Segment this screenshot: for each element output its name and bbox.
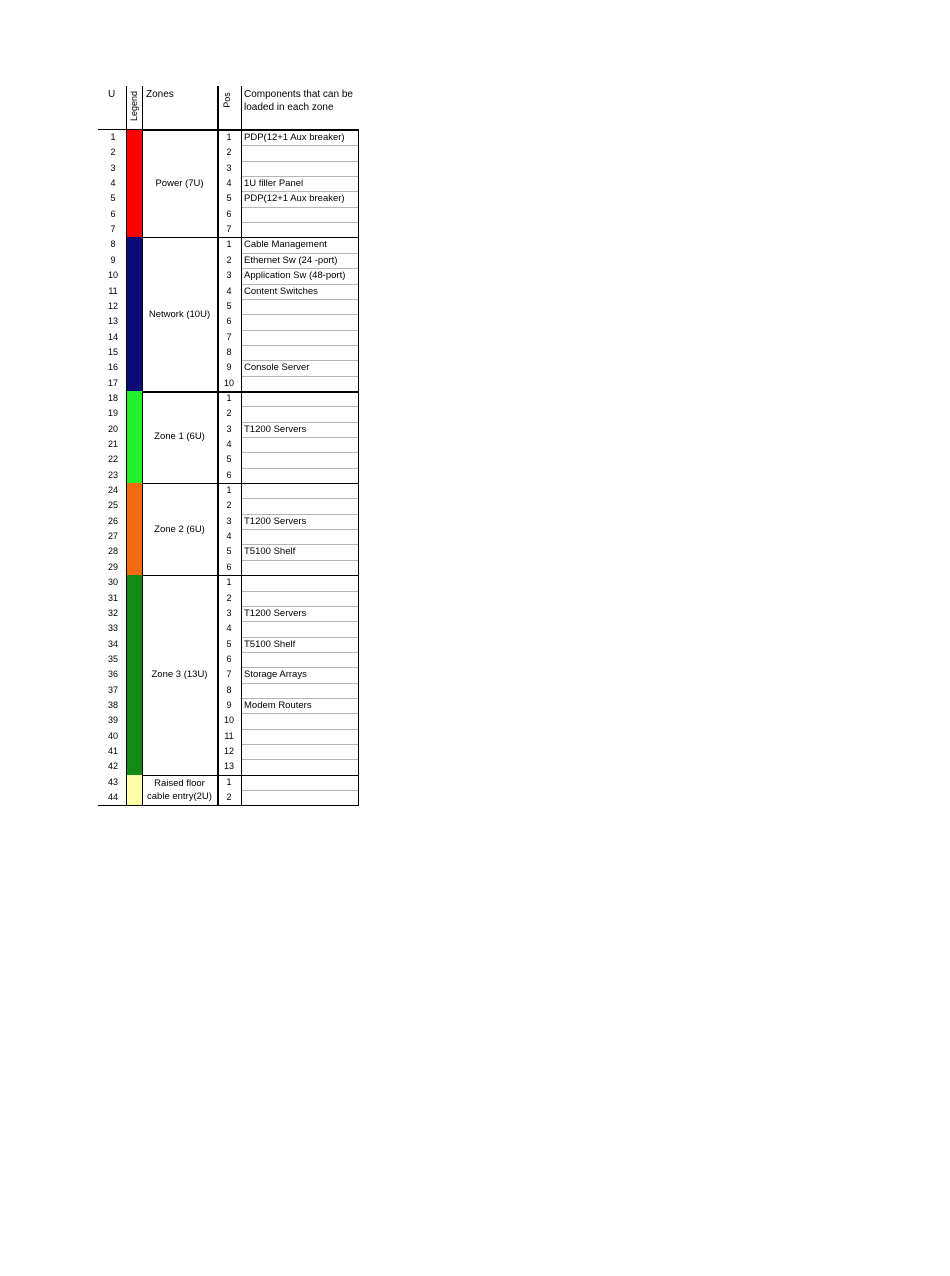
row-divider <box>241 268 359 269</box>
position-number: 8 <box>226 684 232 695</box>
position-number: 7 <box>226 224 232 235</box>
position-number: 2 <box>226 408 232 419</box>
position-number: 1 <box>226 577 232 588</box>
u-number: 41 <box>107 746 118 756</box>
row-divider <box>241 759 359 760</box>
row-divider <box>241 637 359 638</box>
position-number: 2 <box>226 254 232 265</box>
u-number: 12 <box>107 300 118 311</box>
u-number: 11 <box>108 285 118 296</box>
rack-layout-table <box>98 86 359 806</box>
u-number: 14 <box>107 331 118 342</box>
u-number: 44 <box>107 792 118 803</box>
component-label: Console Server <box>244 362 310 374</box>
u-number: 16 <box>107 362 118 373</box>
u-number: 29 <box>107 561 118 572</box>
position-number: 12 <box>223 746 234 756</box>
position-number: 6 <box>226 561 232 572</box>
row-divider <box>241 345 359 346</box>
component-label: PDP(12+1 Aux breaker) <box>244 193 345 205</box>
position-number: 10 <box>223 377 234 388</box>
u-number: 19 <box>107 408 118 419</box>
u-number: 2 <box>110 147 116 158</box>
row-divider <box>241 161 359 162</box>
u-number: 13 <box>107 316 118 327</box>
position-number: 3 <box>226 270 232 281</box>
row-divider <box>241 360 359 361</box>
position-number: 4 <box>226 178 232 189</box>
u-number: 23 <box>107 469 118 480</box>
zones-right-border <box>217 86 219 805</box>
row-divider <box>241 145 359 146</box>
u-number: 42 <box>107 761 118 772</box>
zone-label: Zone 2 (6U) <box>154 523 205 535</box>
u-number: 7 <box>110 224 116 235</box>
zone-separator <box>142 391 359 393</box>
component-label: PDP(12+1 Aux breaker) <box>244 132 345 143</box>
position-number: 3 <box>226 515 232 526</box>
component-label: Ethernet Sw (24 -port) <box>244 254 338 266</box>
u-number: 36 <box>107 669 118 680</box>
component-label: T1200 Servers <box>244 607 307 619</box>
header-u: U <box>108 89 116 100</box>
zone-label: Zone 1 (6U) <box>154 431 205 443</box>
u-number: 3 <box>110 162 116 173</box>
row-divider <box>241 621 359 622</box>
header-components: Components that can be loaded in each zone <box>244 89 353 113</box>
row-divider <box>241 744 359 745</box>
row-divider <box>241 176 359 177</box>
position-number: 9 <box>226 362 232 373</box>
row-divider <box>241 729 359 730</box>
u-number: 32 <box>107 607 118 618</box>
header-zones: Zones <box>146 89 174 100</box>
row-divider <box>241 529 359 530</box>
component-label: T1200 Servers <box>244 423 307 435</box>
position-number: 4 <box>226 285 232 296</box>
u-number: 39 <box>107 715 118 726</box>
position-number: 8 <box>226 346 232 357</box>
row-divider <box>241 207 359 208</box>
legend-color-raised <box>126 775 142 806</box>
legend-left-border <box>126 86 127 805</box>
u-number: 9 <box>110 254 116 265</box>
u-number: 30 <box>107 577 118 588</box>
row-divider <box>241 284 359 285</box>
u-number: 5 <box>110 193 116 204</box>
position-number: 1 <box>226 239 232 250</box>
position-number: 2 <box>226 592 232 603</box>
position-number: 5 <box>226 454 232 465</box>
u-number: 43 <box>107 776 118 787</box>
header-legend: Legend <box>129 90 139 122</box>
row-divider <box>241 683 359 684</box>
row-divider <box>241 591 359 592</box>
u-number: 35 <box>107 653 118 664</box>
zone-label: Power (7U) <box>155 178 204 190</box>
position-number: 13 <box>223 761 234 772</box>
position-number: 3 <box>226 423 232 434</box>
zone-label: Network (10U) <box>148 308 211 320</box>
u-number: 40 <box>107 730 118 741</box>
row-divider <box>241 452 359 453</box>
position-number: 6 <box>226 316 232 327</box>
position-number: 6 <box>226 469 232 480</box>
position-number: 5 <box>226 300 232 311</box>
u-number: 27 <box>107 531 118 542</box>
position-number: 4 <box>226 531 232 542</box>
row-divider <box>241 468 359 469</box>
position-number: 3 <box>226 162 232 173</box>
row-divider <box>241 191 359 192</box>
row-divider <box>241 314 359 315</box>
position-number: 4 <box>226 623 232 634</box>
row-divider <box>241 437 359 438</box>
component-label: Content Switches <box>244 285 318 297</box>
position-number: 5 <box>226 638 232 649</box>
row-divider <box>241 560 359 561</box>
u-number: 4 <box>110 178 116 189</box>
u-number: 33 <box>107 623 118 634</box>
position-number: 2 <box>226 500 232 511</box>
zone-label: Raised floor cable entry(2U) <box>147 778 212 803</box>
position-number: 5 <box>226 193 232 204</box>
row-divider <box>241 253 359 254</box>
component-label: Application Sw (48-port) <box>244 270 346 282</box>
position-number: 1 <box>226 392 232 403</box>
zone-separator <box>142 237 359 238</box>
row-divider <box>241 498 359 499</box>
u-number: 6 <box>110 208 116 219</box>
zone-label: Zone 3 (13U) <box>151 669 208 681</box>
legend-color-zone3 <box>126 575 142 775</box>
component-label: T1200 Servers <box>244 515 307 527</box>
row-divider <box>241 713 359 714</box>
position-number: 11 <box>224 730 234 741</box>
row-divider <box>241 222 359 223</box>
legend-color-power <box>126 130 142 237</box>
row-divider <box>241 698 359 699</box>
row-divider <box>241 652 359 653</box>
u-number: 38 <box>107 699 118 710</box>
u-number: 20 <box>107 423 118 434</box>
position-number: 3 <box>226 607 232 618</box>
position-number: 5 <box>226 546 232 557</box>
position-number: 1 <box>226 776 232 787</box>
position-number: 4 <box>226 439 232 449</box>
u-number: 17 <box>107 377 118 388</box>
component-label: Cable Management <box>244 239 327 251</box>
position-number: 6 <box>226 653 232 664</box>
u-number: 26 <box>107 515 118 526</box>
header-pos: Pos <box>222 92 232 108</box>
u-number: 31 <box>107 592 118 603</box>
zone-separator <box>142 575 359 576</box>
u-number: 8 <box>110 239 116 250</box>
component-label: 1U filler Panel <box>244 178 304 190</box>
position-number: 9 <box>226 699 232 710</box>
legend-right-border <box>142 86 143 805</box>
position-number: 1 <box>226 485 232 496</box>
row-divider <box>241 667 359 668</box>
u-number: 25 <box>107 500 118 511</box>
pos-right-border <box>241 86 242 805</box>
position-number: 7 <box>226 669 232 680</box>
u-number: 28 <box>107 546 118 557</box>
u-number: 22 <box>107 454 118 465</box>
component-label: Modem Routers <box>244 699 312 711</box>
u-number: 1 <box>110 132 116 142</box>
component-label: Storage Arrays <box>244 669 307 681</box>
u-number: 10 <box>107 270 118 281</box>
u-number: 21 <box>107 439 118 449</box>
row-divider <box>241 544 359 545</box>
table-right-border <box>358 129 359 806</box>
zone-separator <box>142 483 359 484</box>
row-divider <box>241 376 359 377</box>
u-number: 24 <box>107 485 118 496</box>
position-number: 2 <box>226 792 232 803</box>
u-number: 34 <box>107 638 118 649</box>
u-number: 18 <box>107 392 118 403</box>
position-number: 2 <box>226 147 232 158</box>
table-bottom <box>98 805 359 806</box>
u-number: 37 <box>107 684 118 695</box>
row-divider <box>241 330 359 331</box>
u-number: 15 <box>107 346 118 357</box>
row-divider <box>241 406 359 407</box>
row-divider <box>241 790 359 791</box>
legend-color-zone2 <box>126 483 142 575</box>
row-divider <box>241 299 359 300</box>
legend-color-network <box>126 237 142 391</box>
row-divider <box>241 606 359 607</box>
row-divider <box>241 422 359 423</box>
position-number: 7 <box>226 331 232 342</box>
component-label: T5100 Shelf <box>244 546 296 558</box>
zone-separator <box>142 130 359 131</box>
row-divider <box>241 514 359 515</box>
legend-color-zone1 <box>126 391 142 483</box>
position-number: 10 <box>223 715 234 726</box>
position-number: 6 <box>226 208 232 219</box>
component-label: T5100 Shelf <box>244 638 296 650</box>
position-number: 1 <box>226 132 232 142</box>
header-divider <box>98 129 359 130</box>
zone-separator <box>142 775 359 776</box>
